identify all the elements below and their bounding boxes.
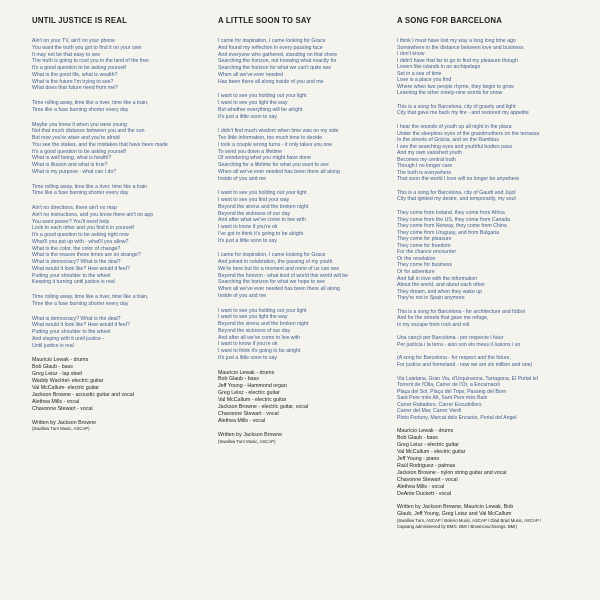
credit-line: Alethea Mills - vocal — [218, 417, 266, 424]
lyric-line: I want to see you holding out your light — [218, 307, 307, 314]
lyric-line: I think I must have lost my way a long long time ago — [397, 38, 516, 44]
lyric-stanza — [397, 355, 593, 368]
lyric-line: You want power? You'll need help — [32, 218, 110, 225]
lyric-line: What does that future need from me? — [32, 85, 118, 92]
lyric-line: They come for business — [397, 262, 453, 269]
song-title: A LITTLE SOON TO SAY — [218, 16, 312, 25]
credit-line: Jeff Young - piano — [397, 455, 440, 462]
lyric-line: Look to each other and you find it in yourself — [32, 225, 134, 232]
credit-line: Bob Glaub - bass — [397, 435, 438, 442]
lyric-line: Torrent de l'Olla, Carrer de l'Or, a Encarnació — [397, 382, 501, 389]
lyric-stanza — [32, 122, 208, 176]
musician-credits — [397, 428, 593, 497]
written-by-line: Written by Jackson Browne — [218, 431, 283, 438]
publisher-line: (Swallow Turn, ASCAP / Bolerio Music, ASCAP / Glad Brad Music, ASCAP / — [397, 518, 542, 524]
lyric-line: Keeping it turning until justice is real — [32, 279, 115, 286]
lyric-stanza — [397, 124, 593, 183]
lyric-line: Pinto Fortuny, Marcat dels Encants, Portal del Angel — [397, 414, 517, 421]
lyric-line: In the streets of Gràcia, and on the Ramblas — [397, 137, 499, 144]
credit-line: Greg Leisz - lap steel — [32, 371, 83, 378]
lyric-stanza — [397, 309, 593, 329]
credit-line: Raúl Rodriguez - palmas — [397, 462, 456, 469]
lyric-line: We're here but for a moment and none of us can see — [218, 265, 340, 272]
lyric-line: Though I no longer care — [397, 163, 453, 170]
lyric-line: Time rolling away, time like a river, time like a train — [32, 183, 148, 190]
lyric-line: Has been there all along inside of you and me — [218, 78, 324, 85]
lyric-line: I didn't find much wisdom when time was on my side — [218, 128, 339, 135]
lyric-line: It may not be that easy to see — [32, 51, 101, 58]
lyric-stanza — [397, 210, 593, 302]
lyric-line: I want to see you light the way — [218, 314, 288, 321]
lyric-stanza — [397, 104, 593, 117]
credit-line: Greg Leisz - electric guitar — [218, 390, 280, 397]
credit-line: Bob Glaub - bass — [32, 364, 73, 371]
lyric-line: Sant Pere més Alt, Sant Pere més Baix — [397, 395, 488, 402]
credit-line: Chavonne Stewart - vocal — [218, 410, 279, 417]
lyric-line: They come from Ireland, they come from Africa — [397, 210, 505, 217]
lyric-line: Too little information, too much time to decide — [218, 135, 323, 141]
lyric-line: Per justícia i la terra - aixo son els meus il·lusions i un — [397, 341, 521, 348]
lyric-stanza — [218, 93, 390, 120]
lyric-stanza — [32, 316, 208, 350]
lyric-line: This is a song for Barcelona - for architecture and fútbol — [397, 308, 525, 315]
lyric-line: I took a couple wrong turns - it only takes you one — [218, 141, 333, 148]
lyric-line: I see the searching eyes and youthful bodies pass — [397, 143, 513, 150]
lyric-line: But now you're wiser and you're afraid — [32, 135, 120, 141]
lyric-line: And joined in celebration, the passing of my youth — [218, 259, 333, 265]
lyric-line: They're not in Spain anymore — [397, 295, 465, 302]
lyric-line: Time like a fuse burning shorter every day — [32, 300, 129, 307]
musician-credits — [32, 357, 208, 412]
lyric-line: What is the reason these times are so strange? — [32, 252, 141, 259]
lyric-line: What is illusion and what is true? — [32, 162, 108, 168]
lyric-line: What is well being, what is health? — [32, 155, 112, 162]
column-until-justice-is-real — [32, 16, 208, 432]
lyric-line: That soon the world I love will no longer be anywhere — [397, 176, 520, 183]
lyric-stanza — [218, 38, 390, 85]
lyric-line: It's a good question to be asking yourself — [32, 148, 126, 155]
column-a-song-for-barcelona — [397, 16, 593, 529]
lyric-line: I've got to think it's going to be alright — [218, 230, 304, 237]
lyric-line: Not that much distance between you and the sun — [32, 128, 145, 135]
lyric-line: When all we've ever needed has been there all along — [218, 168, 340, 175]
lyric-line: I didn't have that far to go to find my pleasure though — [397, 57, 518, 64]
lyric-stanza — [218, 308, 390, 362]
credit-line: Jackson Browne - acoustic guitar and vocal — [32, 391, 134, 398]
musician-credits — [218, 370, 390, 425]
credit-line: DeAnte Duckett - vocal — [397, 490, 452, 497]
credit-line: Alethea Mills - vocal — [32, 398, 80, 405]
lyric-line: City that gave me back my fire - and restored my appetite — [397, 110, 529, 117]
lyric-line: In my escape from rock and roll — [397, 321, 470, 328]
lyric-line: Searching the horizon for what we can't quite see — [218, 65, 332, 71]
lyric-line: I came for inspiration, I came looking for Grace — [218, 252, 326, 259]
lyric-line: City that ignited my desire, and temporarily, my soul — [397, 196, 516, 203]
lyric-line: Love is a place you find — [397, 77, 452, 84]
lyric-stanza — [218, 128, 390, 182]
lyric-line: For justice and homeland - now we are six million and one) — [397, 361, 533, 368]
credit-line: Val McCallum - electric guitar — [397, 449, 466, 456]
lyric-line: I want to know if you're ok — [218, 224, 278, 230]
lyric-stanza — [32, 294, 208, 308]
lyric-stanza — [397, 335, 593, 348]
lyric-line: Somewhere in the distance between love and business — [397, 44, 524, 51]
lyric-line: You see the stakes, and the mistakes that have been made — [32, 141, 168, 148]
lyric-line: Putting your shoulder to the wheel — [32, 272, 111, 279]
lyric-line: What is the future I'm trying to see? — [32, 78, 114, 85]
lyric-line: What would it look like? How would it feel? — [32, 322, 130, 329]
lyric-stanza — [397, 376, 593, 422]
lyric-line: What would it look like? How would it feel? — [32, 265, 130, 272]
lyric-line: You want the truth you got to find it on your own — [32, 44, 142, 51]
lyric-line: Beyond the horizon - what kind of world this world will be — [218, 272, 349, 279]
lyric-line: What is my purpose - what can I do? — [32, 168, 117, 175]
credit-line: Chavonne Stewart - vocal — [397, 476, 458, 483]
lyric-line: Beyond the sirens and the broken night — [218, 321, 309, 327]
lyric-line: Until justice is real — [32, 342, 74, 349]
lyric-line: Inside of you and me — [218, 292, 267, 299]
lyric-line: And my own vanished youth — [397, 150, 462, 157]
song-title: UNTIL JUSTICE IS REAL — [32, 16, 128, 25]
lyric-line: The truth is everywhere — [397, 169, 452, 176]
lyric-line: (A song for Barcelona - for respect and the future, — [397, 355, 511, 362]
lyric-line: Carrer Rabadors, Carrer Escudellers — [397, 401, 482, 408]
lyric-line: Ain't on your TV, ain't on your phone — [32, 38, 116, 44]
credit-line: Waddy Wachtel- electric guitar — [32, 377, 104, 384]
lyric-line: It's just a little soon to say — [218, 354, 277, 361]
lyric-line: Time like a fuse burning shorter every day — [32, 106, 129, 113]
lyric-line: When all we've ever needed has been there all along — [218, 286, 340, 292]
lyric-line: Learning the other ninety-nine words for snow — [397, 90, 503, 97]
lyric-line: They come for pleasure — [397, 236, 452, 243]
lyric-line: Of wondering what you might have done — [218, 155, 311, 162]
lyric-line: Under the sleepless eyes of the grandmothers on the terrassa — [397, 130, 540, 137]
lyric-line: It's just a little soon to say — [218, 113, 277, 120]
lyric-line: For the chance encounter — [397, 249, 457, 256]
credit-line: Alethea Mills - vocal — [397, 483, 445, 490]
publisher-line: Capsang administered by BMG, BMI / Browncouchsongs, BMI) — [397, 523, 517, 529]
lyric-line: I hear the sounds of youth up all night in the plaza — [397, 124, 512, 131]
credit-line: Val McCallum- electric guitar — [32, 384, 100, 391]
lyric-line: I want to know if you're ok — [218, 341, 278, 348]
songwriter-credit — [218, 432, 390, 445]
lyric-line: Beyond the sickness of our day — [218, 210, 291, 217]
written-by-line: Glaub, Jeff Young, Greg Leisz and Val McCallum — [397, 511, 512, 518]
lyric-line: Or for adventure — [397, 268, 435, 275]
credit-line: Jackson Browne - electric guitar, vocal — [218, 404, 309, 411]
lyric-line: It's just a little soon to say — [218, 237, 277, 244]
credit-line: Mauricio Lewak - drums — [32, 357, 89, 364]
lyric-stanza — [397, 38, 593, 97]
lyric-line: Maybe you knew it when you were young — [32, 121, 127, 128]
lyric-line: Time like a fuse burning shorter every day — [32, 190, 129, 197]
songwriter-credit — [397, 504, 593, 529]
lyric-line: But whether everything will be alright — [218, 106, 303, 113]
credit-line: Jackson Browne - nylon string guitar and vocal — [397, 469, 507, 476]
lyric-line: About the world, and about each other — [397, 282, 485, 289]
written-by-line: Written by Jackson Browne, Mauricio Lewak, Bob — [397, 504, 514, 511]
credit-line: Greg Leisz - electric guitar — [397, 442, 459, 449]
lyric-line: Searching for a lifetime for what you want to see — [218, 162, 329, 168]
credit-line: Val McCallum - electric guitar — [218, 397, 287, 404]
lyric-line: And after what we've come to live with — [218, 217, 306, 224]
lyric-line: Lovers like islands in an archipelago — [397, 64, 481, 71]
lyric-line: Putting your shoulder to the wheel — [32, 329, 111, 335]
lyric-line: What'll you put up with - what'll you allow? — [32, 238, 129, 245]
lyric-line: And for the streets that gave me refuge, — [397, 315, 489, 322]
lyric-line: I want to see you holding out your light — [218, 190, 307, 197]
publisher-line: (Swallow Turn Music, ASCAP) — [218, 438, 276, 444]
lyric-line: Where when two people rhyme, they begin to grow — [397, 83, 514, 90]
lyric-line: I came for inspiration, I came looking for Grace — [218, 38, 326, 44]
credit-line: Chavonne Stewart - vocal — [32, 405, 93, 412]
lyric-line: And staying with it until justice - — [32, 335, 105, 342]
lyric-line: I want to see you find your way — [218, 197, 290, 203]
lyric-line: It's a good question to be asking yourself — [32, 65, 126, 71]
lyric-line: Time rolling away, time like a river, time like a train, — [32, 294, 149, 300]
lyric-line: When all we've ever needed — [218, 71, 284, 78]
credit-line: Mauricio Lewak - drums — [397, 428, 454, 435]
lyric-line: I want to think it's going to be alright — [218, 348, 301, 354]
lyric-stanza — [218, 190, 390, 244]
lyric-line: To send you down a lifetime — [218, 148, 283, 155]
lyric-line: Via Laietana, Gran Via, d'Urquinaona, Tarragona, El Portal lel — [397, 375, 538, 382]
lyric-line: I don't know — [397, 51, 425, 58]
lyric-line: Ain't no instructions, and you know there ain't no app — [32, 211, 154, 218]
lyric-line: Or the revelation — [397, 255, 436, 262]
lyric-line: And after all we've come to live with — [218, 334, 301, 341]
column-a-little-soon-to-say — [218, 16, 390, 444]
credit-line: Jeff Young - Hammond organ — [218, 383, 287, 390]
lyric-line: And everyone who gathered, standing on that shore — [218, 51, 338, 58]
written-by-line: Written by Jackson Browne — [32, 419, 97, 426]
lyric-line: Beyond the sirens and the broken night — [218, 203, 309, 210]
lyric-line: What is democracy? What is the deal? — [32, 315, 121, 322]
lyric-line: Set in a sea of time — [397, 70, 442, 77]
song-title: A SONG FOR BARCELONA — [397, 16, 503, 25]
lyric-line: This is a song for Barcelona, city of gravity and light — [397, 103, 516, 110]
lyric-line: Carrer del Mar, Carrer Verdi — [397, 408, 461, 415]
lyric-line: Plaça del Sol, Plaça del Trips, Passeig del Born — [397, 388, 507, 395]
lyric-line: Beyond the sickness of our day — [218, 327, 291, 334]
songwriter-credit — [32, 420, 208, 433]
lyric-line: And fall in love with the information — [397, 275, 478, 282]
lyric-line: It's a good question to be asking right now — [32, 232, 129, 238]
lyric-stanza — [32, 184, 208, 198]
lyric-line: They come from Norway, they come from China — [397, 223, 507, 230]
lyric-line: What is the good life, what is wealth? — [32, 71, 118, 78]
publisher-line: (Swallow Turn Music, ASCAP) — [32, 426, 90, 432]
lyric-line: They come from the US, they come from Canada — [397, 216, 511, 223]
lyric-line: Time rolling away, time like a river, time like a train, — [32, 100, 149, 106]
lyric-line: Searching the horizon, not knowing what exactly for — [218, 58, 337, 65]
lyric-line: Becomes my central truth — [397, 156, 456, 163]
lyric-line: Ain't no directions, there ain't no map — [32, 205, 118, 211]
lyric-line: I want to see you light the way — [218, 100, 288, 106]
lyric-stanza — [32, 100, 208, 114]
lyric-line: Inside of you and me — [218, 175, 267, 182]
lyric-stanza — [32, 205, 208, 286]
lyric-line: What is the color, the color of change? — [32, 245, 121, 252]
credit-line: Bob Glaub - bass — [218, 376, 259, 383]
lyric-stanza — [32, 38, 208, 92]
lyric-stanza — [218, 252, 390, 299]
credit-line: Mauricio Lewak - drums — [218, 369, 275, 376]
lyric-line: What is democracy? What is the deal? — [32, 259, 121, 265]
lyric-line: They come for freedom — [397, 242, 451, 249]
lyric-line: And found my reflection in every passing face — [218, 44, 323, 51]
lyric-stanza — [397, 190, 593, 203]
lyric-line: They come from Uruguay, and from Bulgaria — [397, 229, 499, 236]
lyric-line: The truth is going to cost you in the land of the free — [32, 58, 149, 65]
lyric-line: This is a song for Barcelona, city of Gaudí and Jujol — [397, 189, 516, 196]
lyric-line: Searching the horizon for what we hope to see — [218, 279, 325, 286]
lyric-line: I want to see you holding out your light — [218, 93, 307, 100]
lyric-line: Una cançó per Barcelona - per respecte i futur — [397, 335, 504, 342]
lyric-line: They dream, and when they wake up — [397, 288, 483, 295]
